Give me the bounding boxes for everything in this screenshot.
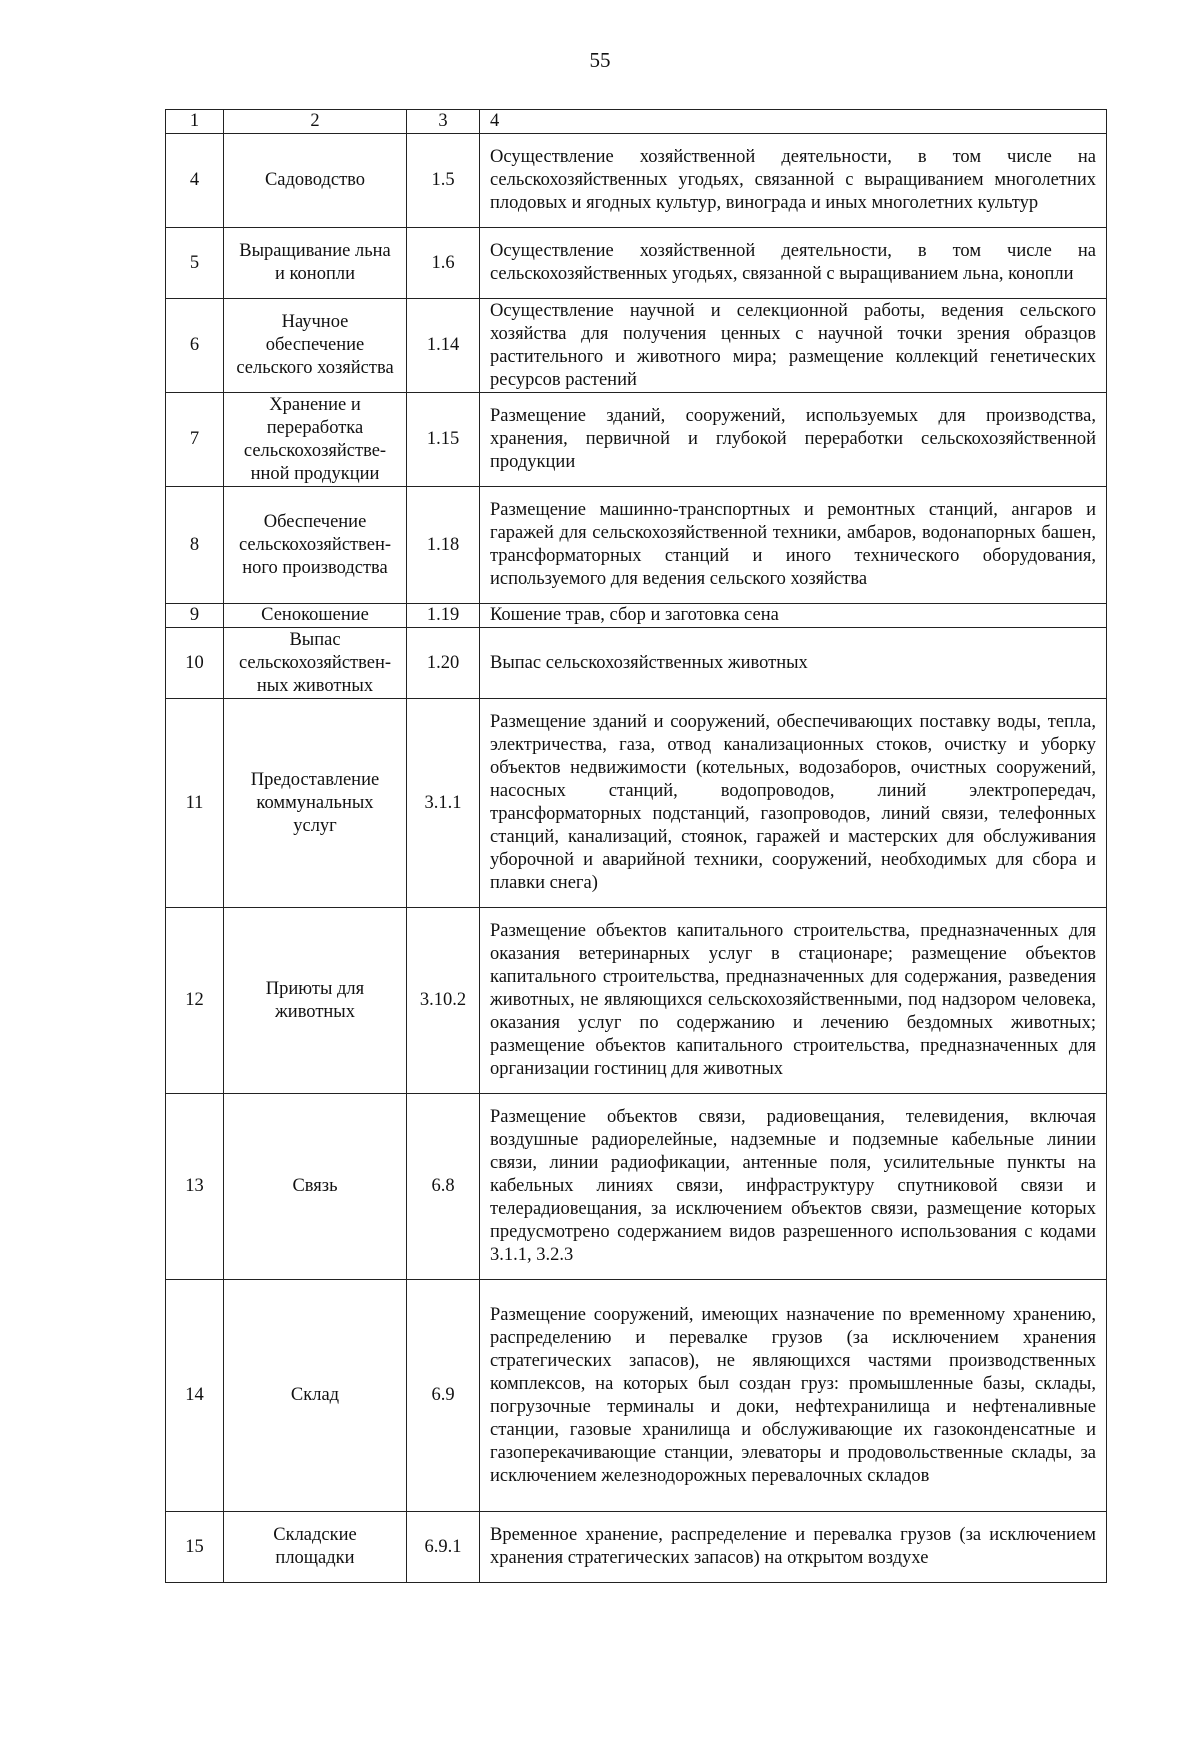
land-use-name: Сенокошение: [224, 604, 407, 628]
header-col-4: 4: [480, 110, 1107, 134]
land-use-description: Осуществление научной и селекционной работы, ведения сельского хозяйства для получения ценных с научной точки зрения образцов растительного и животного мира; размещение коллекций генетических ресурсов растений: [480, 299, 1107, 393]
table-row: [166, 228, 1107, 299]
land-use-description: Временное хранение, распределение и перевалка грузов (за исключением хранения стратегических запасов) на открытом воздухе: [480, 1512, 1107, 1583]
land-use-code: 1.19: [407, 604, 480, 628]
land-use-description: Размещение зданий и сооружений, обеспечивающих поставку воды, тепла, электричества, газа, отвод канализационных стоков, очистку и уборку объектов недвижимости (котельных, водозаборов, очистных сооружений, насосных станций, водопроводов, линий электропередач, трансформаторных подстанций, газопроводов, линий связи, телефонных станций, канализаций, стоянок, гаражей и мастерских для обслуживания уборочной и аварийной техники, сооружений, необходимых для сбора и плавки снега): [480, 699, 1107, 908]
header-col-3: 3: [407, 110, 480, 134]
table-row: [166, 299, 1107, 393]
table-row: [166, 908, 1107, 1094]
land-use-name: Связь: [224, 1094, 407, 1280]
land-use-name: Выпас сельскохозяйствен-ных животных: [224, 628, 407, 699]
land-use-description: Осуществление хозяйственной деятельности, в том числе на сельскохозяйственных угодьях, связанной с выращиванием многолетних плодовых и ягодных культур, винограда и иных многолетних культур: [480, 134, 1107, 228]
row-number: 8: [166, 487, 224, 604]
land-use-name: Садоводство: [224, 134, 407, 228]
table-header-row: [166, 110, 1107, 134]
land-use-table: [165, 109, 1107, 1583]
table-row: [166, 628, 1107, 699]
row-number: 6: [166, 299, 224, 393]
table-row: [166, 1094, 1107, 1280]
row-number: 9: [166, 604, 224, 628]
land-use-name: Научное обеспечение сельского хозяйства: [224, 299, 407, 393]
land-use-code: 1.14: [407, 299, 480, 393]
land-use-name: Предоставление коммунальных услуг: [224, 699, 407, 908]
land-use-description: Размещение машинно-транспортных и ремонтных станций, ангаров и гаражей для сельскохозяйственной техники, амбаров, водонапорных башен, трансформаторных станций и иного технического оборудования, используемого для ведения сельского хозяйства: [480, 487, 1107, 604]
header-col-2: 2: [224, 110, 407, 134]
table-row: [166, 487, 1107, 604]
header-col-1: 1: [166, 110, 224, 134]
row-number: 13: [166, 1094, 224, 1280]
land-use-description: Осуществление хозяйственной деятельности, в том числе на сельскохозяйственных угодьях, связанной с выращиванием льна, конопли: [480, 228, 1107, 299]
land-use-name: Обеспечение сельскохозяйствен-ного производства: [224, 487, 407, 604]
row-number: 12: [166, 908, 224, 1094]
row-number: 5: [166, 228, 224, 299]
row-number: 7: [166, 393, 224, 487]
land-use-name: Выращивание льна и конопли: [224, 228, 407, 299]
land-use-code: 1.6: [407, 228, 480, 299]
land-use-description: Размещение сооружений, имеющих назначение по временному хранению, распределению и перевалке грузов (за исключением хранения стратегических запасов), не являющихся частями производственных комплексов, на которых был создан груз: промышленные базы, склады, погрузочные терминалы и доки, нефтехранилища и нефтеналивные станции, газовые хранилища и обслуживающие их газоконденсатные и газоперекачивающие станции, элеваторы и продовольственные склады, за исключением железнодорожных перевалочных складов: [480, 1280, 1107, 1512]
row-number: 14: [166, 1280, 224, 1512]
page-number: 55: [589, 48, 611, 72]
table-row: [166, 134, 1107, 228]
row-number: 4: [166, 134, 224, 228]
table-row: [166, 604, 1107, 628]
land-use-code: 6.8: [407, 1094, 480, 1280]
land-use-code: 1.20: [407, 628, 480, 699]
land-use-description: Размещение объектов связи, радиовещания, телевидения, включая воздушные радиорелейные, надземные и подземные кабельные линии связи, линии радиофикации, антенные поля, усилительные пункты на кабельных линиях связи, инфраструктуру спутниковой связи и телерадиовещания, за исключением объектов связи, размещение которых предусмотрено содержанием видов разрешенного использования с кодами 3.1.1, 3.2.3: [480, 1094, 1107, 1280]
table-row: [166, 393, 1107, 487]
land-use-name: Склад: [224, 1280, 407, 1512]
table-row: [166, 1512, 1107, 1583]
row-number: 10: [166, 628, 224, 699]
land-use-code: 1.5: [407, 134, 480, 228]
land-use-description: Размещение зданий, сооружений, используемых для производства, хранения, первичной и глубокой переработки сельскохозяйственной продукции: [480, 393, 1107, 487]
land-use-description: Размещение объектов капитального строительства, предназначенных для оказания ветеринарных услуг в стационаре; размещение объектов капитального строительства, предназначенных для содержания, разведения животных, не являющихся сельскохозяйственными, под надзором человека, оказания услуг по содержанию и лечению бездомных животных; размещение объектов капитального строительства, предназначенных для организации гостиниц для животных: [480, 908, 1107, 1094]
land-use-code: 6.9.1: [407, 1512, 480, 1583]
land-use-code: 3.10.2: [407, 908, 480, 1094]
table-row: [166, 699, 1107, 908]
land-use-description: Кошение трав, сбор и заготовка сена: [480, 604, 1107, 628]
land-use-code: 1.15: [407, 393, 480, 487]
land-use-name: Складские площадки: [224, 1512, 407, 1583]
land-use-code: 1.18: [407, 487, 480, 604]
land-use-code: 3.1.1: [407, 699, 480, 908]
land-use-description: Выпас сельскохозяйственных животных: [480, 628, 1107, 699]
land-use-name: Приюты для животных: [224, 908, 407, 1094]
land-use-name: Хранение и переработка сельскохозяйстве-нной продукции: [224, 393, 407, 487]
land-use-code: 6.9: [407, 1280, 480, 1512]
row-number: 15: [166, 1512, 224, 1583]
row-number: 11: [166, 699, 224, 908]
table-row: [166, 1280, 1107, 1512]
